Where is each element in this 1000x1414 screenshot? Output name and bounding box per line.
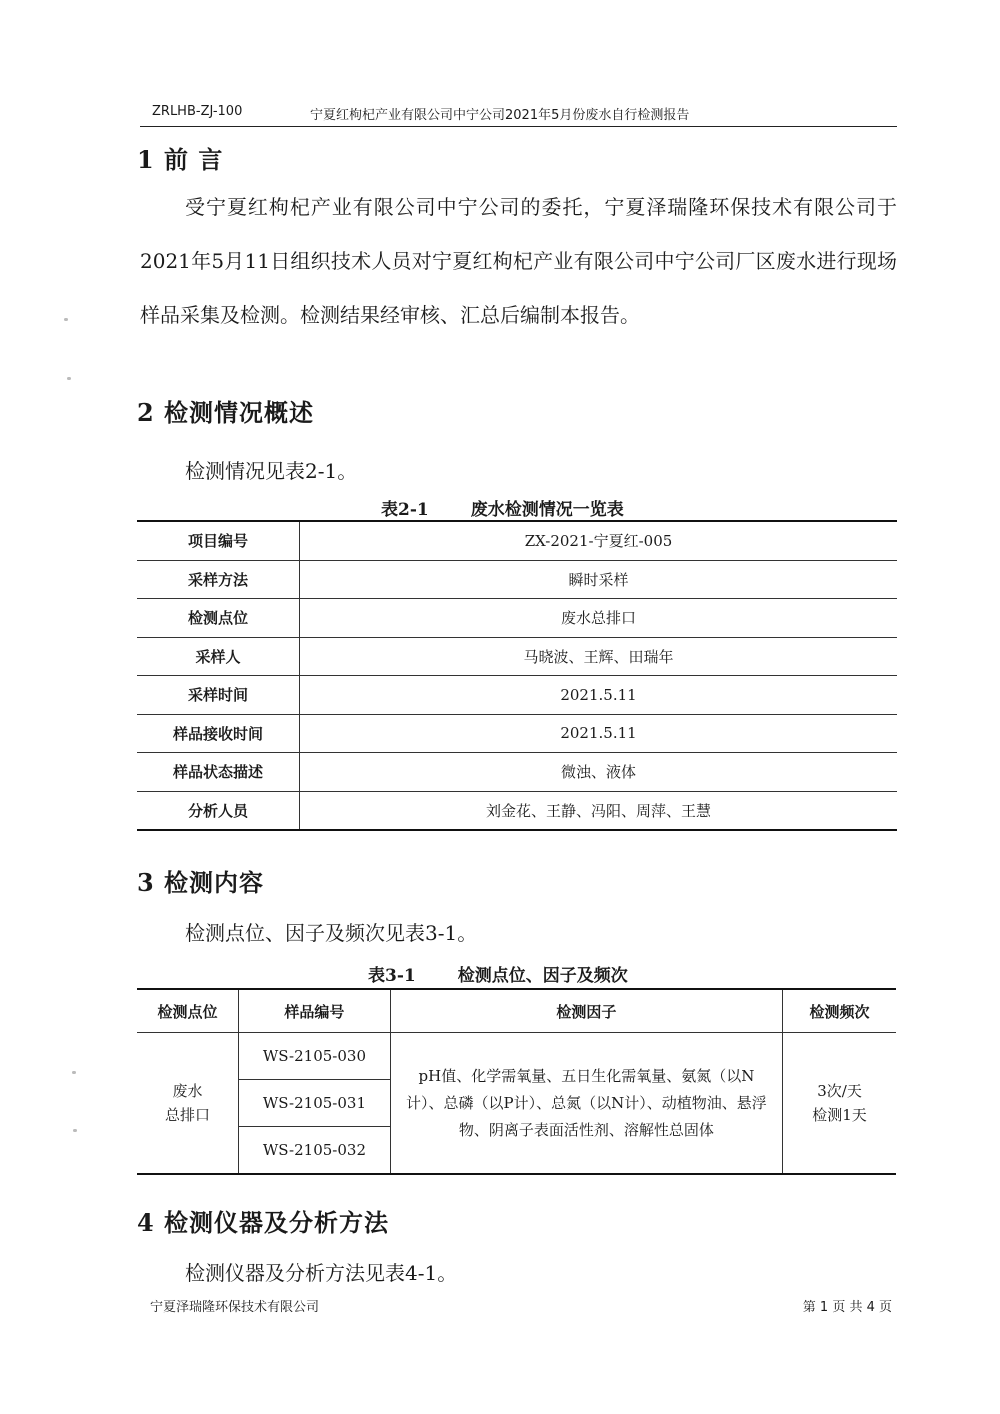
footer-company: 宁夏泽瑞隆环保技术有限公司 — [150, 1300, 320, 1315]
table-3-1-caption — [368, 961, 628, 986]
table-3-1-number: 表3-1 — [368, 966, 416, 986]
monitoring-point-cell — [137, 1033, 239, 1175]
row-label: 采样方法 — [137, 560, 300, 599]
scan-speck — [64, 318, 68, 321]
row-value: 马晓波、王辉、田瑞年 — [300, 637, 898, 676]
section-4-heading: 4 检测仪器及分析方法 — [137, 1208, 390, 1237]
table-2-1-caption — [381, 495, 624, 520]
row-label: 采样人 — [137, 637, 300, 676]
row-value: 2021.5.11 — [300, 676, 898, 715]
row-value: 2021.5.11 — [300, 714, 898, 753]
table-row — [137, 676, 897, 715]
content-table — [137, 988, 896, 1175]
preface-paragraph: 受宁夏红枸杞产业有限公司中宁公司的委托，宁夏泽瑞隆环保技术有限公司于2021年5月11日组织技术人员对宁夏红枸杞产业有限公司中宁公司厂区废水进行现场样品采集及检测。检测结果经审核、汇总后编制本报告。 — [140, 195, 897, 327]
point-line-2: 总排口 — [165, 1106, 211, 1124]
row-label: 样品接收时间 — [137, 714, 300, 753]
page-number: 第 1 页 共 4 页 — [802, 1300, 892, 1315]
content-intro: 检测点位、因子及频次见表3-1。 — [185, 921, 478, 945]
frequency-line-2: 检测1天 — [812, 1106, 867, 1124]
overview-intro: 检测情况见表2-1。 — [185, 459, 358, 483]
row-value: 瞬时采样 — [300, 560, 898, 599]
table-row — [137, 791, 897, 830]
row-label: 样品状态描述 — [137, 753, 300, 792]
sample-id: WS-2105-030 — [239, 1033, 391, 1080]
row-value: 微浊、液体 — [300, 753, 898, 792]
section-1-heading: 1 前 言 — [137, 145, 224, 174]
table-row — [137, 753, 897, 792]
row-label: 分析人员 — [137, 791, 300, 830]
row-label: 项目编号 — [137, 521, 300, 560]
scan-speck — [73, 1129, 77, 1132]
page-header — [140, 102, 897, 127]
table-row — [137, 560, 897, 599]
table-3-1-title: 检测点位、因子及频次 — [457, 966, 628, 986]
table-row — [137, 637, 897, 676]
point-line-1: 废水 — [172, 1082, 203, 1100]
frequency-cell — [783, 1033, 896, 1175]
document-code: ZRLHB-ZJ-100 — [152, 104, 243, 119]
header-title: 宁夏红枸杞产业有限公司中宁公司2021年5月份废水自行检测报告 — [310, 108, 690, 123]
table-header-row — [137, 989, 896, 1033]
header-factors: 检测因子 — [390, 989, 782, 1033]
table-row — [137, 599, 897, 638]
overview-table — [137, 520, 897, 831]
methods-intro: 检测仪器及分析方法见表4-1。 — [185, 1261, 458, 1285]
table-row — [137, 1033, 896, 1080]
table-row — [137, 714, 897, 753]
scan-speck — [67, 377, 71, 380]
header-sample: 样品编号 — [239, 989, 391, 1033]
scan-speck — [72, 1071, 76, 1074]
table-2-1-title: 废水检测情况一览表 — [470, 500, 624, 520]
row-label: 采样时间 — [137, 676, 300, 715]
frequency-line-1: 3次/天 — [817, 1082, 862, 1100]
row-value: ZX-2021-宁夏红-005 — [524, 532, 673, 551]
row-value: 废水总排口 — [300, 599, 898, 638]
header-frequency: 检测频次 — [783, 989, 896, 1033]
row-label: 检测点位 — [137, 599, 300, 638]
table-row — [137, 521, 897, 560]
row-value: 刘金花、王静、冯阳、周萍、王慧 — [300, 791, 898, 830]
sample-id: WS-2105-032 — [239, 1127, 391, 1175]
section-2-heading: 2 检测情况概述 — [137, 398, 315, 427]
section-3-heading: 3 检测内容 — [137, 868, 265, 897]
factors-cell: pH值、化学需氧量、五日生化需氧量、氨氮（以N计）、总磷（以P计）、总氮（以N计）、动植物油、悬浮物、阴离子表面活性剂、溶解性总固体 — [390, 1033, 782, 1175]
sample-id: WS-2105-031 — [239, 1080, 391, 1127]
header-point: 检测点位 — [137, 989, 239, 1033]
table-2-1-number: 表2-1 — [381, 500, 429, 520]
